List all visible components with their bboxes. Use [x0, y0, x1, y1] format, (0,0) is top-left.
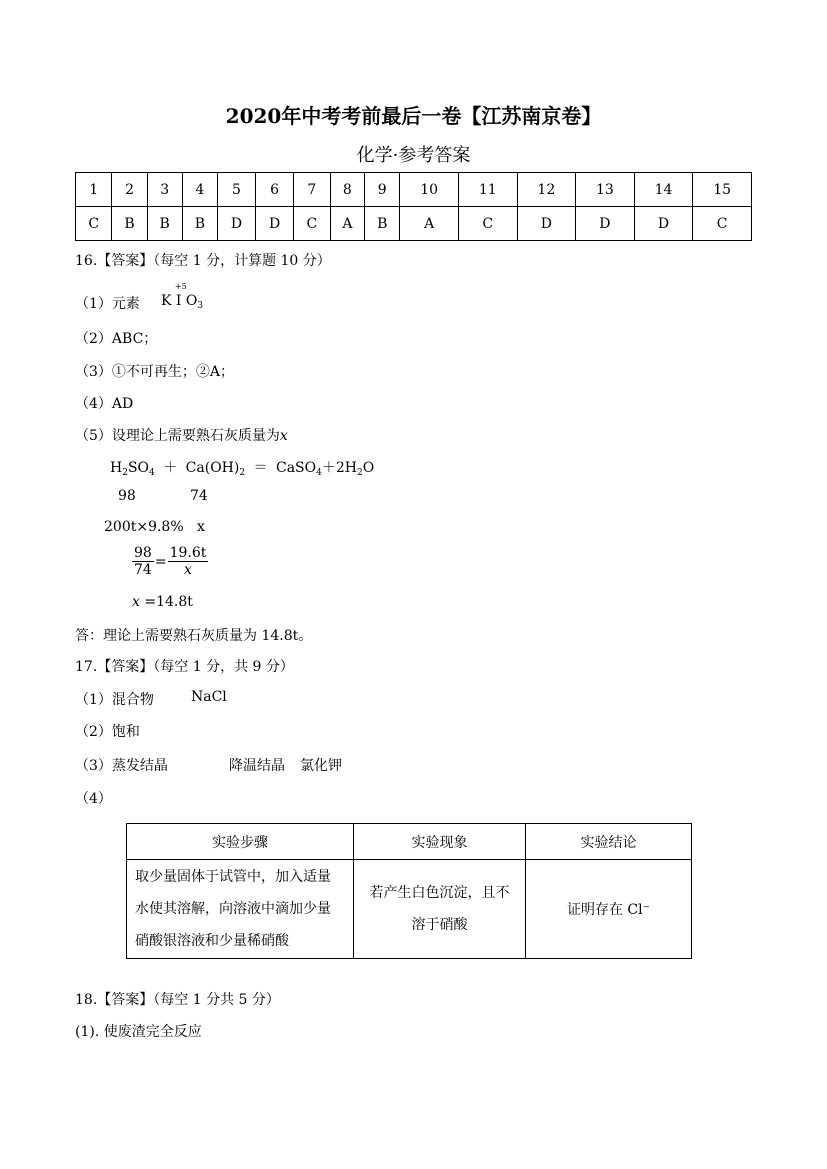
q16-part2: （2）ABC； — [75, 331, 158, 347]
formula-i: I — [175, 293, 182, 309]
eq-equals: ＝ — [253, 460, 268, 476]
table-cell-phenomenon — [354, 860, 526, 959]
formula-i-with-valence — [174, 282, 187, 309]
q18-header: 18.【答案】（每空 1 分共 5 分） — [75, 992, 280, 1008]
table-cell-conclusion: 证明存在 Cl⁻ — [526, 860, 692, 959]
question-number-cell: 7 — [294, 173, 330, 207]
q17-part1-value: NaCl — [191, 689, 227, 705]
chemical-equation — [110, 457, 374, 478]
experiment-table — [126, 823, 692, 959]
answer-cell: C — [76, 207, 112, 241]
q16-part5-var: x — [279, 428, 288, 444]
q16-header: 16.【答案】（每空 1 分，计算题 10 分） — [75, 253, 331, 269]
molar-mass-74: 74 — [190, 488, 208, 504]
q17-part3-value2: 降温结晶 — [229, 758, 285, 774]
answer-cell: C — [294, 207, 330, 241]
formula-o-sub: 3 — [197, 301, 204, 311]
question-number-cell: 11 — [458, 173, 517, 207]
answer-cell: D — [576, 207, 635, 241]
q16-part4: （4）AD — [75, 396, 134, 412]
answer-cell: C — [458, 207, 517, 241]
fraction-left — [132, 545, 154, 578]
q17-part3-value3: 氯化钾 — [300, 758, 342, 774]
eq-caoh: Ca(OH) — [185, 460, 240, 476]
fraction-right — [168, 545, 209, 578]
fraction-right-den: x — [184, 562, 192, 578]
step-line: 水使其溶解，向溶液中滴加少量 — [135, 901, 331, 917]
eq-caoh-sub: 2 — [239, 468, 246, 478]
q18-part1: (1). 使废渣完全反应 — [75, 1024, 202, 1040]
question-number-cell: 14 — [634, 173, 693, 207]
q16-part5 — [75, 425, 288, 445]
q16-answer: 答：理论上需要熟石灰质量为 14.8t。 — [75, 628, 313, 644]
step-line: 硝酸银溶液和少量稀硝酸 — [135, 933, 289, 949]
question-number-cell: 15 — [693, 173, 752, 207]
question-number-cell: 8 — [330, 173, 365, 207]
eq-so: SO — [127, 460, 150, 476]
question-number-cell: 3 — [147, 173, 182, 207]
phenomenon-line: 若产生白色沉淀，且不 — [369, 885, 510, 901]
question-number-cell: 6 — [256, 173, 294, 207]
answer-cell: B — [147, 207, 182, 241]
question-number-cell: 4 — [182, 173, 217, 207]
eq-caso4: CaSO — [275, 460, 317, 476]
question-number-cell: 2 — [112, 173, 147, 207]
valence-mark: +5 — [174, 282, 187, 291]
page-title: 2020年中考考前最后一卷【江苏南京卷】 — [225, 104, 602, 128]
step-line: 取少量固体于试管中，加入适量 — [135, 869, 331, 885]
eq-h2o-sub: 2 — [356, 468, 363, 478]
question-number-cell: 12 — [517, 173, 576, 207]
formula-o: O — [185, 293, 198, 309]
given-mass: 200t×9.8% — [104, 519, 184, 535]
table-header-steps: 实验步骤 — [127, 824, 354, 860]
result-value: =14.8t — [139, 594, 193, 610]
q17-header: 17.【答案】（每空 1 分，共 9 分） — [75, 659, 294, 675]
answer-number-row — [76, 173, 752, 207]
answer-cell: A — [330, 207, 365, 241]
answer-cell: B — [365, 207, 400, 241]
given-x: x — [197, 519, 205, 535]
question-number-cell: 5 — [217, 173, 255, 207]
answer-cell: C — [693, 207, 752, 241]
fraction-left-num: 98 — [134, 545, 152, 561]
table-header-conclusion: 实验结论 — [526, 824, 692, 860]
answer-cell: D — [256, 207, 294, 241]
question-number-cell: 13 — [576, 173, 635, 207]
answer-cell: D — [634, 207, 693, 241]
fraction-right-num: 19.6t — [169, 545, 207, 561]
q16-part3: （3）①不可再生；②A； — [75, 364, 235, 380]
q17-part3-label: （3）蒸发结晶 — [75, 758, 168, 774]
table-header-phenomenon: 实验现象 — [354, 824, 526, 860]
q16-part1-formula — [161, 282, 204, 311]
page-subtitle: 化学·参考答案 — [356, 145, 471, 166]
eq-h2o-pre: ＋2H — [321, 460, 357, 476]
eq-h2o-post: O — [362, 460, 375, 476]
result-var: x — [132, 594, 140, 610]
table-cell-steps — [127, 860, 354, 959]
molar-mass-98: 98 — [118, 488, 136, 504]
eq-so-sub: 4 — [149, 468, 155, 478]
eq-plus: ＋ — [163, 460, 178, 476]
fraction-equals: = — [154, 553, 167, 570]
q16-part5-label: （5）设理论上需要熟石灰质量为 — [75, 428, 280, 444]
answer-cell: B — [182, 207, 217, 241]
q17-part4: （4） — [75, 791, 112, 807]
answer-cell: B — [112, 207, 147, 241]
q17-part1-label: （1）混合物 — [75, 692, 154, 708]
answer-table — [75, 172, 752, 241]
formula-k: K — [161, 293, 172, 309]
phenomenon-line: 溶于硝酸 — [411, 917, 468, 933]
question-number-cell: 10 — [400, 173, 459, 207]
eq-h-sub: 2 — [122, 468, 128, 478]
answer-letter-row — [76, 207, 752, 241]
proportion-equation — [132, 545, 208, 578]
eq-h: H — [110, 460, 123, 476]
question-number-cell: 1 — [76, 173, 112, 207]
q16-part1 — [75, 293, 140, 313]
eq-caso4-sub: 4 — [316, 468, 322, 478]
answer-cell: D — [517, 207, 576, 241]
question-number-cell: 9 — [365, 173, 400, 207]
q16-part1-label: （1）元素 — [75, 296, 140, 312]
q17-part2: （2）饱和 — [75, 724, 140, 740]
fraction-left-den: 74 — [134, 562, 152, 578]
result — [132, 594, 193, 610]
answer-cell: D — [217, 207, 255, 241]
answer-cell: A — [400, 207, 459, 241]
